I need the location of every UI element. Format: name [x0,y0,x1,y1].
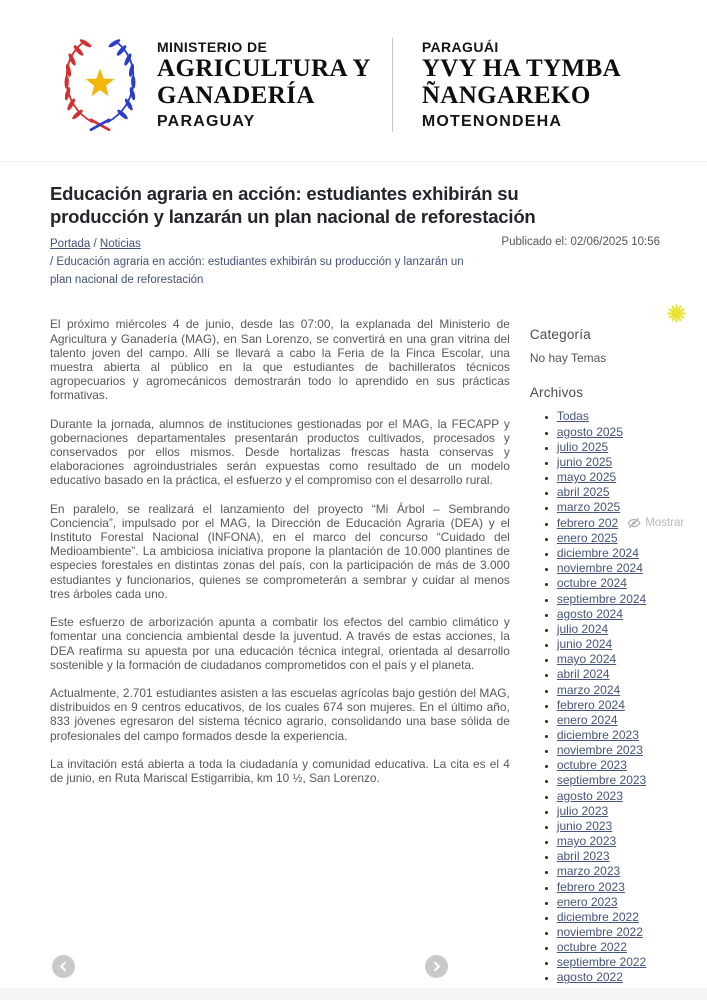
archive-item [557,970,707,985]
archive-item [557,758,707,773]
archive-link[interactable]: febrero 2024 [556,697,625,712]
published-date: Publicado el: 02/06/2025 10:56 [501,235,660,248]
archive-link[interactable]: mayo 2024 [556,652,617,667]
breadcrumb-portada[interactable]: Portada [50,237,91,250]
archives-heading: Archivos [529,385,584,401]
archive-item [557,637,707,652]
page-title: Educación agraria en acción: estudiantes exhibirán su producción y lanzarán un plan nacional de reforestación [50,183,536,228]
archive-link[interactable]: julio 2023 [556,803,609,818]
archive-link[interactable]: junio 2024 [556,637,613,652]
archive-item [557,409,707,424]
guarani-small-label: PARAGUÁI [421,38,499,55]
archive-link[interactable]: junio 2023 [556,818,613,833]
archive-item [557,470,707,485]
archive-item [557,546,707,561]
archive-item [557,713,707,728]
accessibility-asterisk-icon[interactable] [666,303,687,329]
footer-strip [0,988,707,1000]
chevron-right-icon [431,961,442,972]
content-columns [50,317,707,985]
article-paragraph: Este esfuerzo de arborización apunta a combatir los efectos del cambio climático y fomentar una conciencia ambiental desde la juventud. A través de estas acciones, la DEA reafirma su apuesta por una educación técnica integral, orientada al desarrollo sostenible y la formación de ciudadanos comprometidos con el país y el planeta. [50,615,510,672]
archive-link[interactable]: agosto 2025 [556,424,623,439]
mostrar-overlay[interactable] [627,516,684,531]
eye-slash-icon [627,516,641,530]
archive-link[interactable]: septiembre 2022 [556,955,647,970]
archive-link[interactable]: enero 2025 [556,530,618,545]
archive-link[interactable]: noviembre 2024 [556,561,643,576]
article-paragraph: La invitación está abierta a toda la ciudadanía y comunidad educativa. La cita es el 4 de junio, en Ruta Mariscal Estigarribia, km 10 ½, San Lorenzo. [50,756,510,785]
article-paragraph: El próximo miércoles 4 de junio, desde las 07:00, la explanada del Ministerio de Agricultura y Ganadería (MAG), en San Lorenzo, se convertirá en una gran vitrina del talento joven del campo. Allí se llevará a cabo la Feria de la Finca Escolar, una muestra abierta al público en la que estudiantes de bachilleratos técnicos agropecuarios y agromecánicos demostrarán todo lo aprendido en sus prácticas formativas. [50,317,510,403]
archive-link[interactable]: diciembre 2024 [556,546,639,561]
archive-item [557,607,707,622]
archive-item [557,561,707,576]
site-header [0,0,707,145]
prev-button[interactable] [52,955,75,978]
archive-item [557,622,707,637]
archive-link[interactable]: agosto 2022 [556,970,623,985]
guarani-name-line2: ÑANGAREKO [421,82,591,109]
archive-link[interactable]: enero 2024 [556,712,618,727]
archive-link[interactable]: octubre 2023 [556,758,627,773]
archive-item [557,728,707,743]
archive-link[interactable]: noviembre 2022 [556,925,643,939]
next-button[interactable] [425,955,448,978]
archive-link[interactable]: diciembre 2022 [556,909,639,924]
mag-logo[interactable] [55,24,145,145]
archive-link[interactable]: Todas [556,409,589,424]
archive-item [557,955,707,970]
archive-link[interactable]: marzo 2023 [556,864,621,879]
archive-link[interactable]: julio 2025 [556,439,609,454]
archive-item [557,804,707,819]
article-meta [50,235,660,289]
article-paragraph: Actualmente, 2.701 estudiantes asisten a las escuelas agrícolas bajo gestión del MAG, distribuidos en 9 centros educativos, de los cuales 674 son mujeres. En el último año, 833 jóvenes egresaron del sistema técnico agrario, consolidando una base sólida de profesionales del campo formados desde la experiencia. [50,685,510,743]
archive-item [557,849,707,864]
archive-item [557,440,707,455]
archive-item [557,834,707,849]
article-body [50,317,510,985]
mostrar-label: Mostrar [645,516,685,529]
archive-link[interactable]: septiembre 2024 [556,591,647,606]
archive-link[interactable]: junio 2025 [556,454,613,469]
archive-item [557,940,707,955]
archive-item [557,500,707,515]
breadcrumb-current: Educación agraria en acción: estudiantes exhibirán su producción y lanzarán un plan nacional de reforestación [50,256,464,287]
archive-item [557,789,707,804]
ministry-name-line2: GANADERÍA [157,82,315,109]
archive-link[interactable]: octubre 2022 [556,940,627,955]
archive-link[interactable]: agosto 2024 [556,606,623,621]
archive-item [557,425,707,440]
archive-item [557,576,707,591]
star-icon [85,69,114,97]
archive-link[interactable]: septiembre 2023 [556,773,647,788]
archive-link[interactable]: enero 2023 [556,894,618,909]
breadcrumb-noticias[interactable]: Noticias [99,237,141,250]
breadcrumb-separator: / [93,237,97,250]
archive-link[interactable]: diciembre 2023 [556,727,639,742]
archive-item [557,895,707,910]
archive-item [557,652,707,667]
archive-link[interactable]: octubre 2024 [556,576,627,591]
chevron-left-icon [58,961,69,972]
archive-item [557,925,707,940]
archive-item [557,592,707,607]
sidebar [530,317,707,985]
archive-link[interactable]: marzo 2024 [556,682,621,697]
article-paragraph: Durante la jornada, alumnos de instituciones gestionadas por el MAG, la FECAPP y gobernaciones departamentales presentarán productos cultivados, procesados y conservados por ellos mismos. Desde hortalizas frescas hasta conservas y elaboraciones agroindustriales serán expuestas como resultado de un modelo educativo basado en la práctica, el esfuerzo y el compromiso con el desarrollo rural. [50,416,510,488]
guarani-name-line1: YVY HA TYMBA [421,54,622,82]
ministry-name-line1: AGRICULTURA Y [157,54,371,82]
archive-link[interactable]: julio 2024 [556,621,609,636]
article-paragraph: En paralelo, se realizará el lanzamiento del proyecto “Mi Árbol – Sembrando Conciencia”, impulsado por el MAG, la Dirección de Educación Agraria (DEA) y el Instituto Forestal Nacional (INFONA), en el marco del concurso “Cuidado del Medioambiente”. La ambiciosa iniciativa propone la plantación de 10.000 plantines de especies forestales en distintas zonas del país, con la participación de más de 3.000 estudiantes y funcionarios, quienes se comprometerán a sembrar y cuidar al menos tres árboles cada uno. [50,501,510,601]
archive-item [557,667,707,682]
ministry-small-label: MINISTERIO DE [157,38,268,55]
archive-item [557,531,707,546]
guarani-bottom-label: MOTENONDEHA [421,112,563,130]
header-divider [392,38,393,132]
country-label: PARAGUAY [157,112,256,130]
archive-item [557,455,707,470]
header-rule [0,161,707,162]
archive-link[interactable]: noviembre 2023 [556,743,643,758]
archive-item [557,516,707,531]
archive-item [557,773,707,788]
archive-item [557,683,707,698]
breadcrumb [50,235,482,289]
archive-link[interactable]: abril 2025 [556,485,610,500]
archive-link[interactable]: mayo 2023 [556,834,617,849]
archive-link[interactable]: febrero 2023 [556,879,625,894]
breadcrumb-separator: / [50,256,54,269]
category-empty-text: No hay Temas [529,351,607,366]
archive-item [557,485,707,500]
archive-item [557,698,707,713]
archive-item [557,910,707,925]
category-heading: Categoría [529,327,591,343]
archive-link[interactable]: marzo 2025 [556,500,621,515]
archives-list [530,409,707,985]
archive-link[interactable]: abril 2024 [556,667,610,682]
ministry-wordmark-es [157,39,371,131]
coat-of-arms-icon [55,24,145,140]
archive-item [557,819,707,834]
ministry-wordmark-gn [422,39,621,131]
archive-item [557,743,707,758]
archive-link[interactable]: agosto 2023 [556,788,623,803]
archive-link[interactable]: mayo 2025 [556,470,617,485]
archive-item [557,880,707,895]
archive-link[interactable]: abril 2023 [556,849,610,864]
archive-item [557,864,707,879]
archive-link[interactable]: febrero 202 [556,515,619,530]
